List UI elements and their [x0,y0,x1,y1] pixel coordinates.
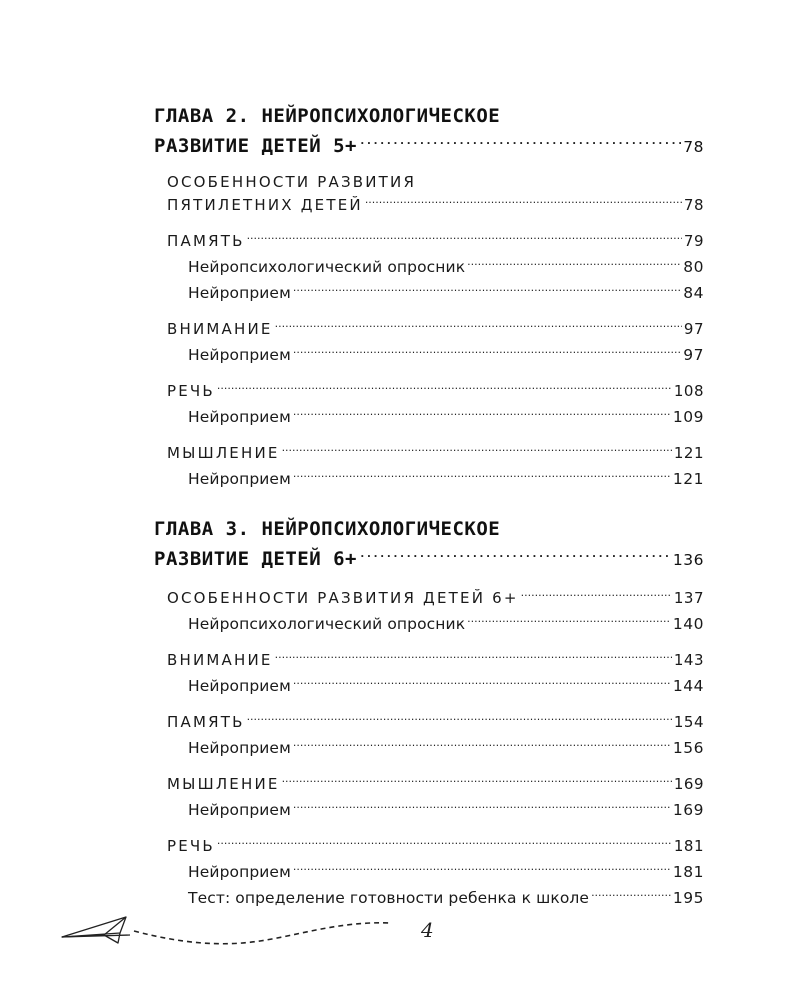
section-label: ПАМЯТЬ [167,713,245,731]
page-ref: 136 [672,551,704,569]
toc-subentry[interactable] [188,404,704,430]
dot-leader [217,836,672,851]
chapter-title-line2[interactable] [154,131,704,162]
dot-leader [217,381,672,396]
page-ref: 108 [673,382,704,400]
page-ref: 97 [683,320,704,338]
subentry-label: Тест: определение готовности ребенка к школе [188,889,590,907]
dot-leader [293,345,681,361]
subentry-label: Нейропсихологический опросник [188,258,466,276]
dot-leader [293,676,671,692]
dot-leader [293,862,671,878]
toc-entry[interactable] [167,709,704,735]
dot-leader [293,283,681,299]
chapter-3 [154,514,704,911]
subentry-label: Нейроприем [188,801,291,819]
toc-subentry[interactable] [188,466,704,492]
chapter-title-line2[interactable] [154,544,704,575]
chapter-title: ГЛАВА 3. НЕЙРОПСИХОЛОГИЧЕСКОЕ [154,518,501,540]
section [167,228,704,306]
chapter-title-line1 [154,514,704,544]
toc-entry[interactable] [167,833,704,859]
page-ref: 143 [673,651,704,669]
chapter-title-line1 [154,101,704,131]
page-ref: 181 [672,863,704,881]
page-ref: 80 [683,258,704,276]
page-ref: 140 [672,615,704,633]
table-of-contents [154,101,704,933]
page-ref: 79 [683,232,704,250]
dot-leader [293,800,671,816]
toc-subentry[interactable] [188,254,704,280]
page-ref: 169 [672,801,704,819]
toc-entry[interactable] [167,378,704,404]
page-ref: 154 [673,713,704,731]
section-label: ПЯТИЛЕТНИХ ДЕТЕЙ [167,196,363,214]
dot-leader [293,738,671,754]
page-ref: 97 [683,346,704,364]
toc-subentry[interactable] [188,859,704,885]
page-ref: 181 [673,837,704,855]
chapter-title-cont: РАЗВИТИЕ ДЕТЕЙ 6+ [154,548,357,570]
section [167,833,704,911]
subentry-label: Нейроприем [188,470,291,488]
subentry-label: Нейроприем [188,739,291,757]
section-label: ВНИМАНИЕ [167,651,273,669]
chapter-title: ГЛАВА 2. НЕЙРОПСИХОЛОГИЧЕСКОЕ [154,105,501,127]
section-label: МЫШЛЕНИЕ [167,775,280,793]
page-ref: 156 [672,739,704,757]
toc-entry[interactable] [167,585,704,611]
page-ref: 169 [673,775,704,793]
subentry-label: Нейроприем [188,677,291,695]
section-label: ПАМЯТЬ [167,232,245,250]
toc-entry[interactable] [167,647,704,673]
subentry-label: Нейроприем [188,346,291,364]
dot-leader [282,443,672,458]
page-number: 4 [421,918,434,942]
dot-leader [467,614,671,630]
section-label-line1: ОСОБЕННОСТИ РАЗВИТИЯ [167,173,417,191]
toc-entry[interactable] [167,316,704,342]
dot-leader [293,407,671,423]
dot-leader [275,650,672,665]
toc-entry[interactable] [167,771,704,797]
toc-subentry[interactable] [188,797,704,823]
toc-subentry[interactable] [188,673,704,699]
section-label: ВНИМАНИЕ [167,320,273,338]
dot-leader [282,774,672,789]
section [167,378,704,430]
subentry-label: Нейроприем [188,408,291,426]
page-ref: 78 [683,138,704,156]
paper-airplane-icon [60,905,460,955]
dot-leader [275,319,682,334]
page-ref: 109 [672,408,704,426]
section [167,709,704,761]
toc-subentry[interactable] [188,342,704,368]
page-ref: 78 [683,196,704,214]
toc-entry[interactable] [167,228,704,254]
dot-leader [247,231,682,246]
dot-leader [467,257,681,273]
dot-leader [247,712,672,727]
toc-subentry[interactable] [188,611,704,637]
toc-entry[interactable] [167,172,704,218]
section-label: РЕЧЬ [167,837,215,855]
page-ref: 121 [673,444,704,462]
section [167,316,704,368]
chapter-title-cont: РАЗВИТИЕ ДЕТЕЙ 5+ [154,135,357,157]
toc-subentry[interactable] [188,735,704,761]
page-ref: 195 [672,889,704,907]
section [167,647,704,699]
dot-leader [293,469,671,485]
subentry-label: Нейропсихологический опросник [188,615,466,633]
dot-leader [591,888,671,904]
section-label: МЫШЛЕНИЕ [167,444,280,462]
dot-leader [521,588,672,603]
toc-subentry[interactable] [188,280,704,306]
section-label: РЕЧЬ [167,382,215,400]
subentry-label: Нейроприем [188,284,291,302]
dot-leader [359,546,671,565]
section-label: ОСОБЕННОСТИ РАЗВИТИЯ ДЕТЕЙ 6+ [167,589,519,607]
section [167,585,704,637]
page-ref: 144 [672,677,704,695]
subentry-label: Нейроприем [188,863,291,881]
page-ref: 137 [673,589,704,607]
section [167,771,704,823]
dot-leader [359,133,681,152]
chapter-2 [154,101,704,492]
page-ref: 84 [683,284,704,302]
toc-entry[interactable] [167,440,704,466]
page-ref: 121 [672,470,704,488]
section [167,440,704,492]
dot-leader [365,195,682,210]
section [167,172,704,218]
